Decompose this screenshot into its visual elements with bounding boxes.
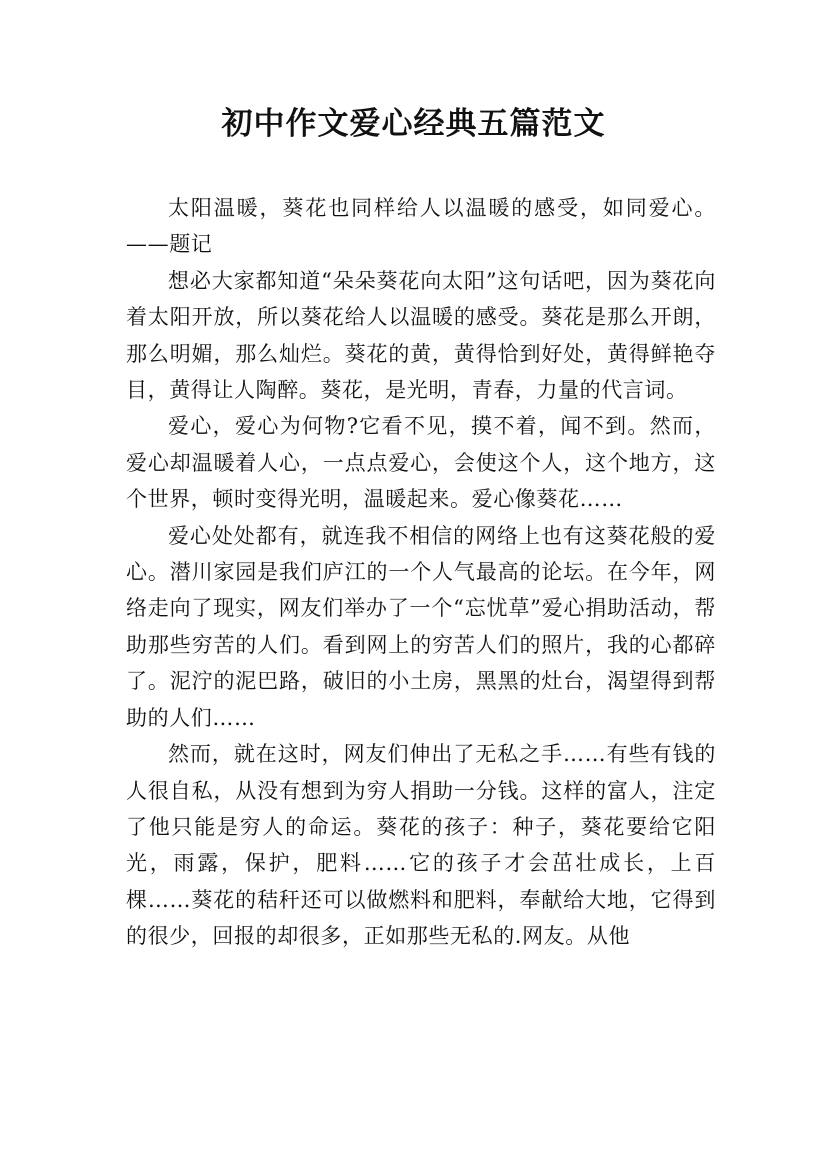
document-body xyxy=(126,190,716,955)
paragraph-epigraph: 太阳温暖，葵花也同样给人以温暖的感受，如同爱心。——题记 xyxy=(126,196,716,257)
paragraph-love: 爱心，爱心为何物?它看不见，摸不着，闻不到。然而，爱心却温暖着人心，一点点爱心，会使这个人，这个地方，这个世界，顿时变得光明，温暖起来。爱心像葵花…… xyxy=(126,414,716,512)
document-title: 初中作文爱心经典五篇范文 xyxy=(221,106,606,142)
paragraph-online-charity: 爱心处处都有，就连我不相信的网络上也有这葵花般的爱心。潜川家园是我们庐江的一个人气最高的论坛。在今年，网络走向了现实，网友们举办了一个“忘忧草”爱心捐助活动，帮助那些穷苦的人们。看到网上的穷苦人们的照片，我的心都碎了。泥泞的泥巴路，破旧的小土房，黑黑的灶台，渴望得到帮助的人们…… xyxy=(126,523,716,730)
paragraph-sunflower: 想必大家都知道“朵朵葵花向太阳”这句话吧，因为葵花向着太阳开放，所以葵花给人以温暖的感受。葵花是那么开朗，那么明媚，那么灿烂。葵花的黄，黄得恰到好处，黄得鲜艳夺目，黄得让人陶醉。葵花，是光明，青春，力量的代言词。 xyxy=(126,268,716,403)
paragraph-selfless-netizens: 然而，就在这时，网友们伸出了无私之手……有些有钱的人很自私，从没有想到为穷人捐助一分钱。这样的富人，注定了他只能是穷人的命运。葵花的孩子：种子，葵花要给它阳光，雨露，保护，肥料……它的孩子才会茁壮成长，上百棵……葵花的秸秆还可以做燃料和肥料，奉献给大地，它得到的很少，回报的却很多，正如那些无私的.网友。从他 xyxy=(126,742,716,949)
